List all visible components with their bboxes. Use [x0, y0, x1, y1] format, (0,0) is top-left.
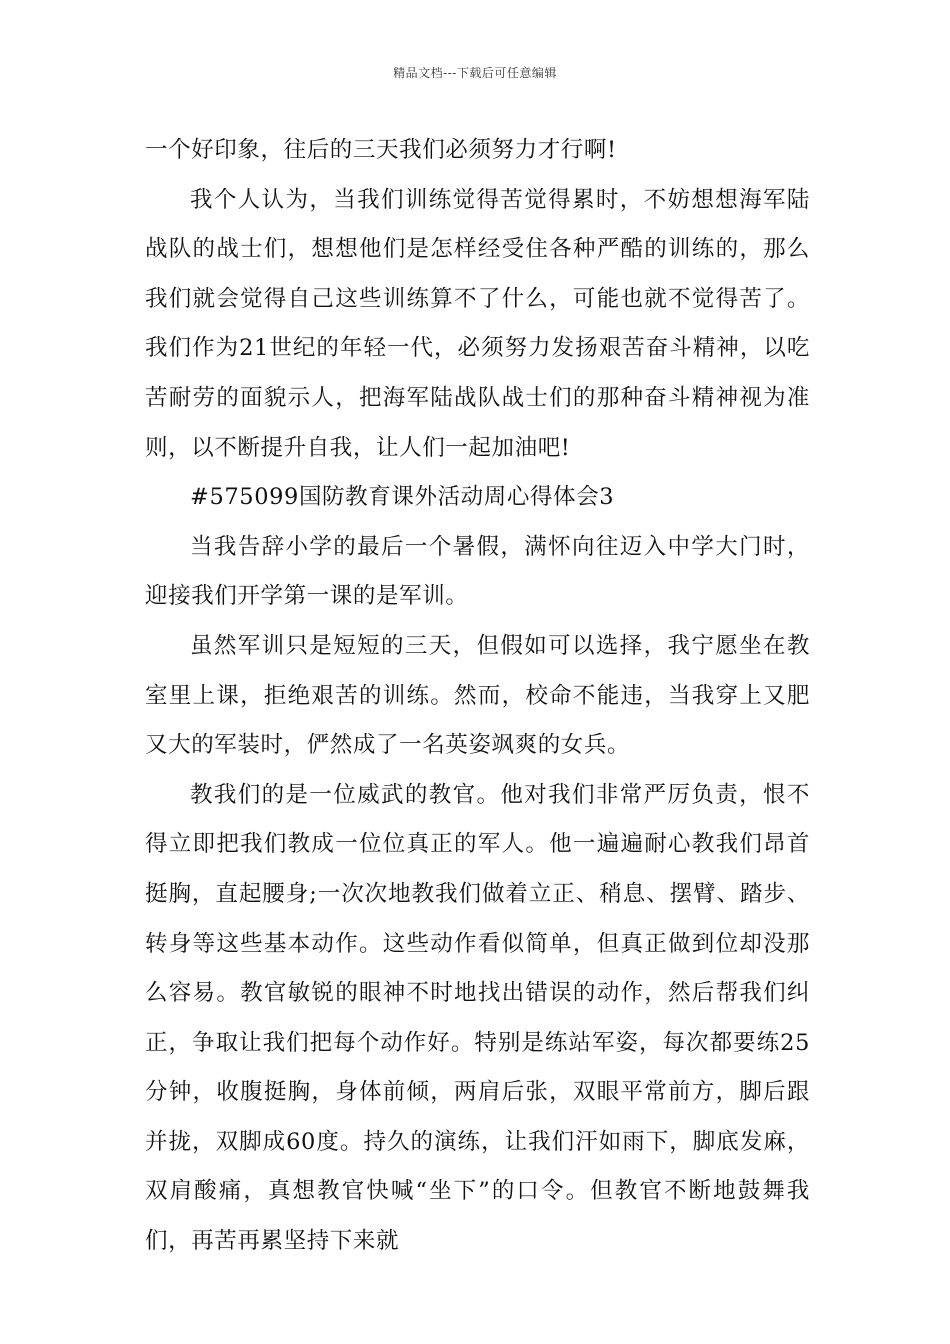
paragraph-5: 教我们的是一位威武的教官。他对我们非常严厉负责，恨不得立即把我们教成一位位真正的军人。他一遍遍耐心教我们昂首挺胸，直起腰身;一次次地教我们做着立正、稍息、摆臂、踏步、转身等这些基本动作。这些动作看似简单，但真正做到位却没那么容易。教官敏锐的眼神不时地找出错误的动作，然后帮我们纠正，争取让我们把每个动作好。特别是练站军姿，每次都要练25分钟，收腹挺胸，身体前倾，两肩后张，双眼平常前方，脚后跟并拢，双脚成60度。持久的演练，让我们汗如雨下，脚底发麻，双肩酸痛，真想教官快喊“坐下”的口令。但教官不断地鼓舞我们，再苦再累坚持下来就: [145, 781, 810, 1255]
paragraph-1: 一个好印象，往后的三天我们必须努力才行啊!: [145, 137, 617, 163]
document-body: [145, 126, 810, 1267]
section-heading: #575099国防教育课外活动周心得体会3: [190, 484, 615, 511]
paragraph-3: 当我告辞小学的最后一个暑假，满怀向往迈入中学大门时，迎接我们开学第一课的是军训。: [145, 533, 810, 610]
page-header: 精品文档---下载后可任意编辑: [393, 66, 557, 80]
paragraph-4: 虽然军训只是短短的三天，但假如可以选择，我宁愿坐在教室里上课，拒绝艰苦的训练。然而，校命不能违，当我穿上又肥又大的军装时，俨然成了一名英姿飒爽的女兵。: [145, 632, 810, 759]
paragraph-2: 我个人认为，当我们训练觉得苦觉得累时，不妨想想海军陆战队的战士们，想想他们是怎样经受住各种严酷的训练的，那么我们就会觉得自己这些训练算不了什么，可能也就不觉得苦了。我们作为21世纪的年轻一代，必须努力发扬艰苦奋斗精神，以吃苦耐劳的面貌示人，把海军陆战队战士们的那种奋斗精神视为准则，以不断提升自我，让人们一起加油吧!: [145, 186, 810, 461]
